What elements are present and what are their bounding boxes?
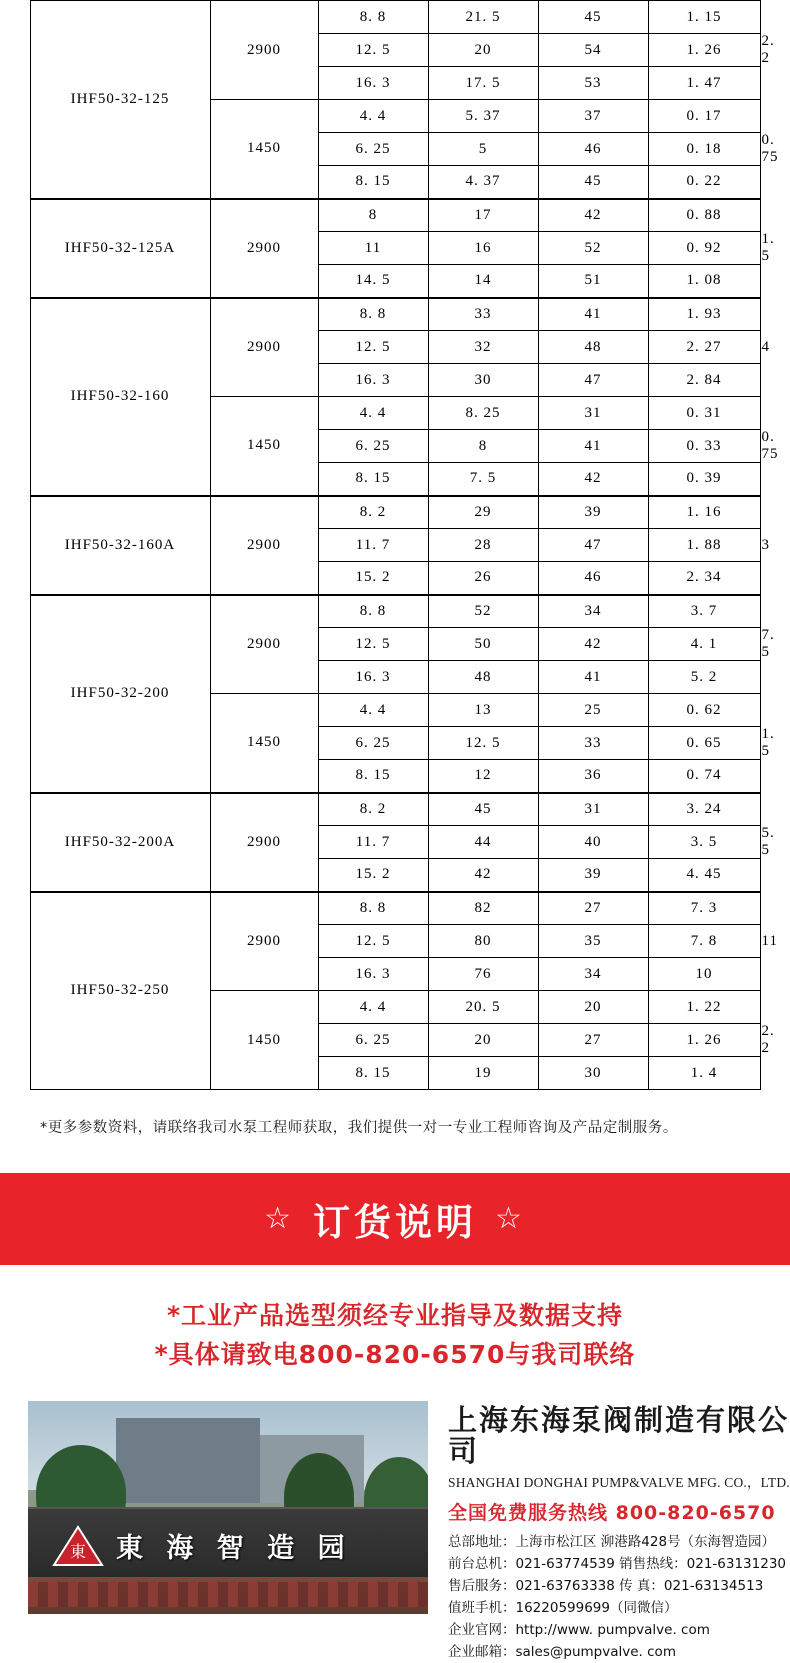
table-row: IHF50-32-200A 2900 8. 2 45 31 3. 24 5. 5 [30, 793, 760, 826]
cell-flow: 11. 7 [318, 529, 428, 562]
cell-shaft-power: 3. 7 [648, 595, 760, 628]
cell-head: 82 [428, 892, 538, 925]
table-row: IHF50-32-200 2900 8. 8 52 34 3. 7 7. 5 [30, 595, 760, 628]
cell-head: 20 [428, 1024, 538, 1057]
cell-shaft-power: 0. 18 [648, 133, 760, 166]
cell-flow: 16. 3 [318, 67, 428, 100]
cell-head: 30 [428, 364, 538, 397]
cell-flow: 4. 4 [318, 100, 428, 133]
cell-efficiency: 41 [538, 298, 648, 331]
cell-efficiency: 51 [538, 265, 648, 298]
cell-speed: 1450 [210, 100, 318, 199]
cell-shaft-power: 1. 4 [648, 1057, 760, 1090]
cell-head: 76 [428, 958, 538, 991]
service-hotline: 全国免费服务热线 800-820-6570 [448, 1498, 790, 1525]
cell-head: 5. 37 [428, 100, 538, 133]
cell-speed: 2900 [210, 1, 318, 100]
cell-speed: 1450 [210, 694, 318, 793]
cell-head: 13 [428, 694, 538, 727]
cell-flow: 8. 8 [318, 298, 428, 331]
cell-shaft-power: 4. 1 [648, 628, 760, 661]
cell-flow: 16. 3 [318, 661, 428, 694]
cell-shaft-power: 1. 93 [648, 298, 760, 331]
cell-head: 42 [428, 859, 538, 892]
cell-efficiency: 34 [538, 958, 648, 991]
cell-shaft-power: 7. 3 [648, 892, 760, 925]
cell-shaft-power: 0. 31 [648, 397, 760, 430]
cell-shaft-power: 0. 74 [648, 760, 760, 793]
cell-efficiency: 36 [538, 760, 648, 793]
cell-model: IHF50-32-160A [30, 496, 210, 595]
cell-efficiency: 39 [538, 859, 648, 892]
table-row: IHF50-32-160A 2900 8. 2 29 39 1. 16 3 [30, 496, 760, 529]
cell-speed: 2900 [210, 892, 318, 991]
table-row: IHF50-32-250 2900 8. 8 82 27 7. 3 11 [30, 892, 760, 925]
cell-head: 4. 37 [428, 166, 538, 199]
cell-shaft-power: 0. 88 [648, 199, 760, 232]
cell-head: 45 [428, 793, 538, 826]
cell-shaft-power: 1. 15 [648, 1, 760, 34]
cell-flow: 11 [318, 232, 428, 265]
cell-head: 17. 5 [428, 67, 538, 100]
cell-head: 21. 5 [428, 1, 538, 34]
contact-line-2: 前台总机：021-63774539 销售热线：021-63131230 [448, 1554, 790, 1576]
cell-shaft-power: 2. 84 [648, 364, 760, 397]
cell-flow: 8. 15 [318, 1057, 428, 1090]
cell-efficiency: 33 [538, 727, 648, 760]
contact-line-3: 售后服务：021-63763338 传 真：021-63134513 [448, 1576, 790, 1598]
photo-wall-text: 東 海 智 造 园 [116, 1526, 352, 1565]
cell-efficiency: 27 [538, 1024, 648, 1057]
cell-flow: 8. 2 [318, 793, 428, 826]
cell-shaft-power: 4. 45 [648, 859, 760, 892]
cell-shaft-power: 1. 26 [648, 34, 760, 67]
cell-efficiency: 46 [538, 133, 648, 166]
cell-head: 20. 5 [428, 991, 538, 1024]
table-row: IHF50-32-160 2900 8. 8 33 41 1. 93 4 [30, 298, 760, 331]
cell-head: 48 [428, 661, 538, 694]
table-row: IHF50-32-125 2900 8. 8 21. 5 45 1. 15 2. 2 [30, 1, 760, 34]
cell-head: 5 [428, 133, 538, 166]
order-headlines [0, 1297, 790, 1375]
headline-2: *具体请致电800-820-6570与我司联络 [0, 1336, 790, 1375]
table-row: 1450 4. 4 20. 5 20 1. 22 2. 2 [30, 991, 760, 1024]
cell-efficiency: 41 [538, 661, 648, 694]
cell-flow: 4. 4 [318, 397, 428, 430]
cell-head: 52 [428, 595, 538, 628]
company-info [428, 1401, 790, 1663]
cell-efficiency: 53 [538, 67, 648, 100]
cell-speed: 1450 [210, 991, 318, 1090]
cell-efficiency: 35 [538, 925, 648, 958]
cell-flow: 12. 5 [318, 925, 428, 958]
svg-text:東: 東 [70, 1542, 86, 1561]
cell-shaft-power: 2. 27 [648, 331, 760, 364]
cell-efficiency: 37 [538, 100, 648, 133]
cell-head: 32 [428, 331, 538, 364]
cell-shaft-power: 1. 16 [648, 496, 760, 529]
table-row: 1450 4. 4 8. 25 31 0. 31 0. 75 [30, 397, 760, 430]
cell-shaft-power: 1. 08 [648, 265, 760, 298]
cell-shaft-power: 0. 62 [648, 694, 760, 727]
cell-flow: 6. 25 [318, 1024, 428, 1057]
cell-speed: 2900 [210, 199, 318, 298]
cell-model: IHF50-32-160 [30, 298, 210, 496]
cell-head: 12. 5 [428, 727, 538, 760]
factory-photo [28, 1401, 428, 1614]
cell-shaft-power: 0. 22 [648, 166, 760, 199]
cell-shaft-power: 5. 2 [648, 661, 760, 694]
cell-head: 7. 5 [428, 463, 538, 496]
cell-speed: 2900 [210, 496, 318, 595]
cell-shaft-power: 2. 34 [648, 562, 760, 595]
company-footer [0, 1401, 790, 1663]
cell-shaft-power: 1. 88 [648, 529, 760, 562]
contact-line-1: 总部地址：上海市松江区 泖港路428号（东海智造园） [448, 1532, 790, 1554]
cell-efficiency: 40 [538, 826, 648, 859]
cell-shaft-power: 0. 33 [648, 430, 760, 463]
photo-flowerbed [28, 1582, 428, 1608]
cell-shaft-power: 1. 47 [648, 67, 760, 100]
cell-efficiency: 34 [538, 595, 648, 628]
contact-line-6: 企业邮箱：sales@pumpvalve. com [448, 1642, 790, 1663]
cell-model: IHF50-32-125 [30, 1, 210, 199]
cell-flow: 8. 8 [318, 1, 428, 34]
cell-efficiency: 30 [538, 1057, 648, 1090]
cell-flow: 12. 5 [318, 34, 428, 67]
cell-efficiency: 47 [538, 364, 648, 397]
cell-model: IHF50-32-125A [30, 199, 210, 298]
cell-head: 33 [428, 298, 538, 331]
company-name-en: SHANGHAI DONGHAI PUMP&VALVE MFG. CO.，LTD. [448, 1471, 790, 1491]
cell-speed: 2900 [210, 595, 318, 694]
cell-head: 29 [428, 496, 538, 529]
cell-speed: 2900 [210, 793, 318, 892]
cell-head: 17 [428, 199, 538, 232]
cell-shaft-power: 0. 65 [648, 727, 760, 760]
cell-flow: 12. 5 [318, 628, 428, 661]
cell-efficiency: 46 [538, 562, 648, 595]
table-footnote: *更多参数资料，请联络我司水泵工程师获取，我们提供一对一专业工程师咨询及产品定制服务。 [40, 1116, 790, 1137]
cell-flow: 4. 4 [318, 694, 428, 727]
cell-flow: 8. 15 [318, 463, 428, 496]
cell-efficiency: 42 [538, 199, 648, 232]
cell-flow: 11. 7 [318, 826, 428, 859]
cell-flow: 15. 2 [318, 562, 428, 595]
cell-speed: 1450 [210, 397, 318, 496]
cell-head: 8. 25 [428, 397, 538, 430]
star-left-icon: ☆ [264, 1204, 295, 1234]
cell-flow: 6. 25 [318, 133, 428, 166]
contact-line-4: 值班手机：16220599699（同微信） [448, 1598, 790, 1620]
cell-flow: 16. 3 [318, 364, 428, 397]
cell-shaft-power: 0. 92 [648, 232, 760, 265]
cell-flow: 8. 15 [318, 166, 428, 199]
cell-flow: 8 [318, 199, 428, 232]
cell-head: 20 [428, 34, 538, 67]
photo-building-left [116, 1418, 260, 1503]
cell-efficiency: 54 [538, 34, 648, 67]
cell-flow: 8. 8 [318, 595, 428, 628]
headline-1: *工业产品选型须经专业指导及数据支持 [0, 1297, 790, 1336]
cell-head: 44 [428, 826, 538, 859]
star-right-icon: ☆ [495, 1204, 526, 1234]
cell-shaft-power: 3. 24 [648, 793, 760, 826]
table-row: 1450 4. 4 13 25 0. 62 1. 5 [30, 694, 760, 727]
cell-shaft-power: 7. 8 [648, 925, 760, 958]
cell-flow: 8. 15 [318, 760, 428, 793]
cell-flow: 8. 2 [318, 496, 428, 529]
cell-shaft-power: 1. 22 [648, 991, 760, 1024]
cell-head: 19 [428, 1057, 538, 1090]
cell-efficiency: 31 [538, 793, 648, 826]
cell-shaft-power: 0. 39 [648, 463, 760, 496]
cell-efficiency: 27 [538, 892, 648, 925]
cell-efficiency: 41 [538, 430, 648, 463]
cell-head: 16 [428, 232, 538, 265]
cell-efficiency: 25 [538, 694, 648, 727]
order-instructions-banner [0, 1173, 790, 1265]
cell-head: 26 [428, 562, 538, 595]
cell-efficiency: 42 [538, 463, 648, 496]
cell-flow: 12. 5 [318, 331, 428, 364]
cell-efficiency: 52 [538, 232, 648, 265]
cell-model: IHF50-32-250 [30, 892, 210, 1090]
table-row: 1450 4. 4 5. 37 37 0. 17 0. 75 [30, 100, 760, 133]
cell-flow: 8. 8 [318, 892, 428, 925]
cell-efficiency: 45 [538, 166, 648, 199]
cell-efficiency: 45 [538, 1, 648, 34]
cell-head: 80 [428, 925, 538, 958]
cell-efficiency: 42 [538, 628, 648, 661]
cell-flow: 4. 4 [318, 991, 428, 1024]
cell-flow: 16. 3 [318, 958, 428, 991]
pump-spec-table [30, 0, 761, 1090]
cell-efficiency: 20 [538, 991, 648, 1024]
cell-head: 28 [428, 529, 538, 562]
cell-shaft-power: 10 [648, 958, 760, 991]
cell-model: IHF50-32-200 [30, 595, 210, 793]
table-row: IHF50-32-125A 2900 8 17 42 0. 88 1. 5 [30, 199, 760, 232]
cell-head: 12 [428, 760, 538, 793]
cell-head: 50 [428, 628, 538, 661]
cell-shaft-power: 1. 26 [648, 1024, 760, 1057]
cell-flow: 14. 5 [318, 265, 428, 298]
cell-flow: 6. 25 [318, 727, 428, 760]
cell-efficiency: 39 [538, 496, 648, 529]
cell-efficiency: 31 [538, 397, 648, 430]
company-contact-lines [448, 1532, 790, 1663]
cell-flow: 15. 2 [318, 859, 428, 892]
cell-flow: 6. 25 [318, 430, 428, 463]
company-name-cn: 上海东海泵阀制造有限公司 [448, 1405, 790, 1469]
cell-shaft-power: 0. 17 [648, 100, 760, 133]
cell-shaft-power: 3. 5 [648, 826, 760, 859]
cell-head: 8 [428, 430, 538, 463]
cell-model: IHF50-32-200A [30, 793, 210, 892]
cell-efficiency: 47 [538, 529, 648, 562]
cell-head: 14 [428, 265, 538, 298]
contact-line-5: 企业官网：http://www. pumpvalve. com [448, 1620, 790, 1642]
cell-efficiency: 48 [538, 331, 648, 364]
banner-title: 订货说明 [313, 1192, 477, 1246]
donghai-logo-icon [52, 1523, 104, 1569]
cell-speed: 2900 [210, 298, 318, 397]
